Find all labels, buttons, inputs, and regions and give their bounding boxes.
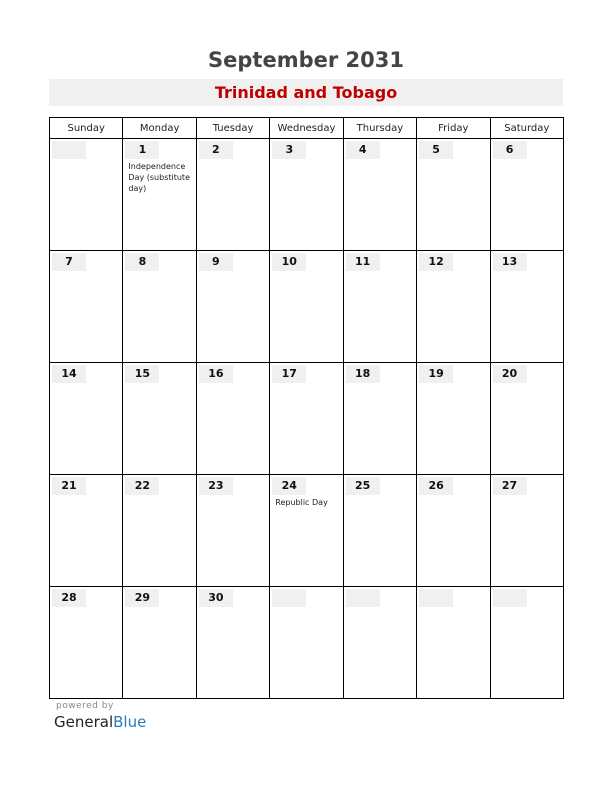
brand-blue: Blue	[113, 713, 147, 731]
weekday-header: Sunday	[50, 118, 123, 139]
weekday-header-row	[50, 118, 564, 139]
weekday-header: Friday	[417, 118, 490, 139]
day-number: 4	[346, 141, 380, 159]
day-cell	[490, 475, 563, 587]
calendar-grid	[49, 117, 564, 699]
calendar-week-row	[50, 363, 564, 475]
day-number: 2	[199, 141, 233, 159]
day-number: 29	[125, 589, 159, 607]
day-cell	[343, 139, 416, 251]
day-number	[493, 589, 527, 607]
weekday-header: Monday	[123, 118, 196, 139]
day-cell	[490, 251, 563, 363]
day-cell	[343, 587, 416, 699]
day-cell	[270, 251, 343, 363]
holiday-label: Independence Day (substitute day)	[128, 162, 190, 193]
day-cell	[343, 251, 416, 363]
day-cell	[490, 139, 563, 251]
day-number: 6	[493, 141, 527, 159]
day-number: 28	[52, 589, 86, 607]
day-cell	[417, 587, 490, 699]
day-number: 20	[493, 365, 527, 383]
day-number: 18	[346, 365, 380, 383]
day-number: 30	[199, 589, 233, 607]
day-cell	[50, 587, 123, 699]
day-cell	[123, 251, 196, 363]
day-cell	[270, 475, 343, 587]
day-number: 13	[493, 253, 527, 271]
day-number: 24	[272, 477, 306, 495]
day-cell	[490, 363, 563, 475]
day-number: 27	[493, 477, 527, 495]
weekday-header: Wednesday	[270, 118, 343, 139]
day-number	[52, 141, 86, 159]
day-number: 25	[346, 477, 380, 495]
day-cell	[417, 251, 490, 363]
day-cell	[417, 475, 490, 587]
day-cell	[50, 139, 123, 251]
day-number: 1	[125, 141, 159, 159]
day-number: 12	[419, 253, 453, 271]
day-number: 14	[52, 365, 86, 383]
day-cell	[343, 475, 416, 587]
day-cell	[417, 363, 490, 475]
calendar-week-row	[50, 251, 564, 363]
day-number	[346, 589, 380, 607]
day-number: 8	[125, 253, 159, 271]
day-cell	[490, 587, 563, 699]
day-cell	[50, 251, 123, 363]
day-cell	[50, 475, 123, 587]
day-number: 3	[272, 141, 306, 159]
day-cell	[123, 139, 196, 251]
holiday-label: Republic Day	[275, 498, 328, 507]
day-cell	[123, 363, 196, 475]
day-number	[272, 589, 306, 607]
calendar-title: September 2031	[208, 48, 404, 72]
day-number: 15	[125, 365, 159, 383]
day-number: 10	[272, 253, 306, 271]
day-cell	[270, 139, 343, 251]
day-number: 5	[419, 141, 453, 159]
day-cell	[196, 363, 269, 475]
calendar-week-row	[50, 587, 564, 699]
day-number: 21	[52, 477, 86, 495]
day-cell	[123, 475, 196, 587]
day-cell	[196, 251, 269, 363]
weekday-header: Thursday	[343, 118, 416, 139]
day-number: 22	[125, 477, 159, 495]
day-cell	[196, 587, 269, 699]
day-cell	[270, 363, 343, 475]
calendar-week-row	[50, 139, 564, 251]
day-number: 16	[199, 365, 233, 383]
day-number: 23	[199, 477, 233, 495]
brand-general: General	[54, 713, 114, 731]
day-number: 26	[419, 477, 453, 495]
powered-by-label: powered by	[56, 701, 114, 711]
brand-logo[interactable]	[54, 713, 146, 731]
day-number: 9	[199, 253, 233, 271]
country-name: Trinidad and Tobago	[214, 83, 398, 102]
day-cell	[196, 139, 269, 251]
day-cell	[196, 475, 269, 587]
weekday-header: Tuesday	[196, 118, 269, 139]
day-cell	[343, 363, 416, 475]
country-banner	[49, 79, 563, 106]
calendar-week-row	[50, 475, 564, 587]
day-cell	[417, 139, 490, 251]
day-number: 11	[346, 253, 380, 271]
day-number: 7	[52, 253, 86, 271]
day-number	[419, 589, 453, 607]
day-cell	[123, 587, 196, 699]
day-number: 19	[419, 365, 453, 383]
weekday-header: Saturday	[490, 118, 563, 139]
day-number: 17	[272, 365, 306, 383]
day-cell	[50, 363, 123, 475]
day-cell	[270, 587, 343, 699]
